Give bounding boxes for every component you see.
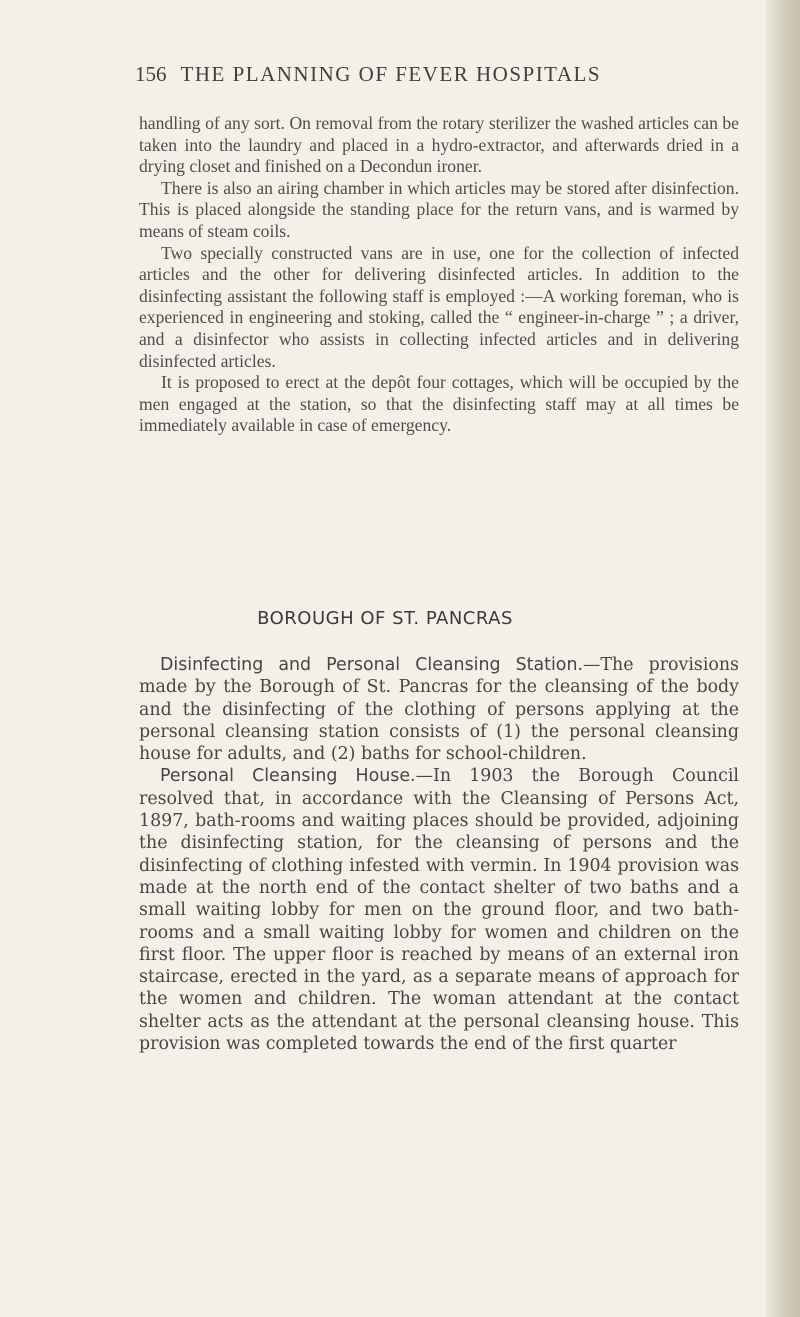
paragraph-body: —The provisions made by the Borough of St. Pancras for the cleansing of the body and the disinfecting of the clothing of persons applying at the personal cleansing station consists of (1) the personal cleansing house for adults, and (2) baths for school-children. bbox=[139, 655, 739, 765]
paragraph bbox=[139, 654, 739, 765]
section-heading: BOROUGH OF ST. PANCRAS bbox=[257, 608, 513, 629]
paragraph: There is also an airing chamber in which articles may be stored after disinfection. This is placed alongside the standing place for the return vans, and is warmed by means of steam coils. bbox=[139, 177, 739, 241]
page-edge bbox=[766, 0, 800, 1317]
paragraph: Two specially constructed vans are in use, one for the collection of infected articles and the other for delivering disinfected articles. In addition to the disinfecting assistant the following staff is employed :—A working foreman, who is experienced in engineering and stoking, called the “ engineer-in-charge ” ; a driver, and a disinfector who assists in collecting infected articles and in delivering disinfected articles. bbox=[139, 242, 739, 371]
running-head bbox=[135, 62, 601, 87]
section-disinfection-text bbox=[139, 113, 739, 437]
paragraph: handling of any sort. On removal from the rotary sterilizer the washed articles can be taken into the laundry and placed in a hydro-extractor, and afterwards dried in a drying closet and finished on a Decondun ironer. bbox=[139, 113, 739, 177]
section-st-pancras-text bbox=[139, 654, 739, 1055]
paragraph-lead: Disinfecting and Personal Cleansing Station. bbox=[160, 655, 583, 675]
paragraph: It is proposed to erect at the depôt four cottages, which will be occupied by the men engaged at the station, so that the disinfecting staff may at all times be immediately available in case of emergency. bbox=[139, 372, 739, 436]
paragraph-body: —In 1903 the Borough Council resolved that, in accordance with the Cleansing of Persons Act, 1897, bath-rooms and waiting places should be provided, adjoining the disinfecting station, for the cleansing of persons and the disinfecting of clothing infested with vermin. In 1904 provision was made at the north end of the contact shelter of two baths and a small waiting lobby for men on the ground floor, and two bath-rooms and a small waiting lobby for women and children on the first floor. The upper floor is reached by means of an external iron staircase, erected in the yard, as a separate means of approach for the women and children. The woman attendant at the contact shelter acts as the attendant at the personal cleansing house. This provision was completed towards the end of the first quarter bbox=[139, 766, 739, 1055]
paragraph bbox=[139, 765, 739, 1055]
running-title: THE PLANNING OF FEVER HOSPITALS bbox=[180, 62, 602, 86]
page-number: 156 bbox=[135, 62, 167, 86]
paragraph-lead: Personal Cleansing House. bbox=[160, 766, 416, 787]
